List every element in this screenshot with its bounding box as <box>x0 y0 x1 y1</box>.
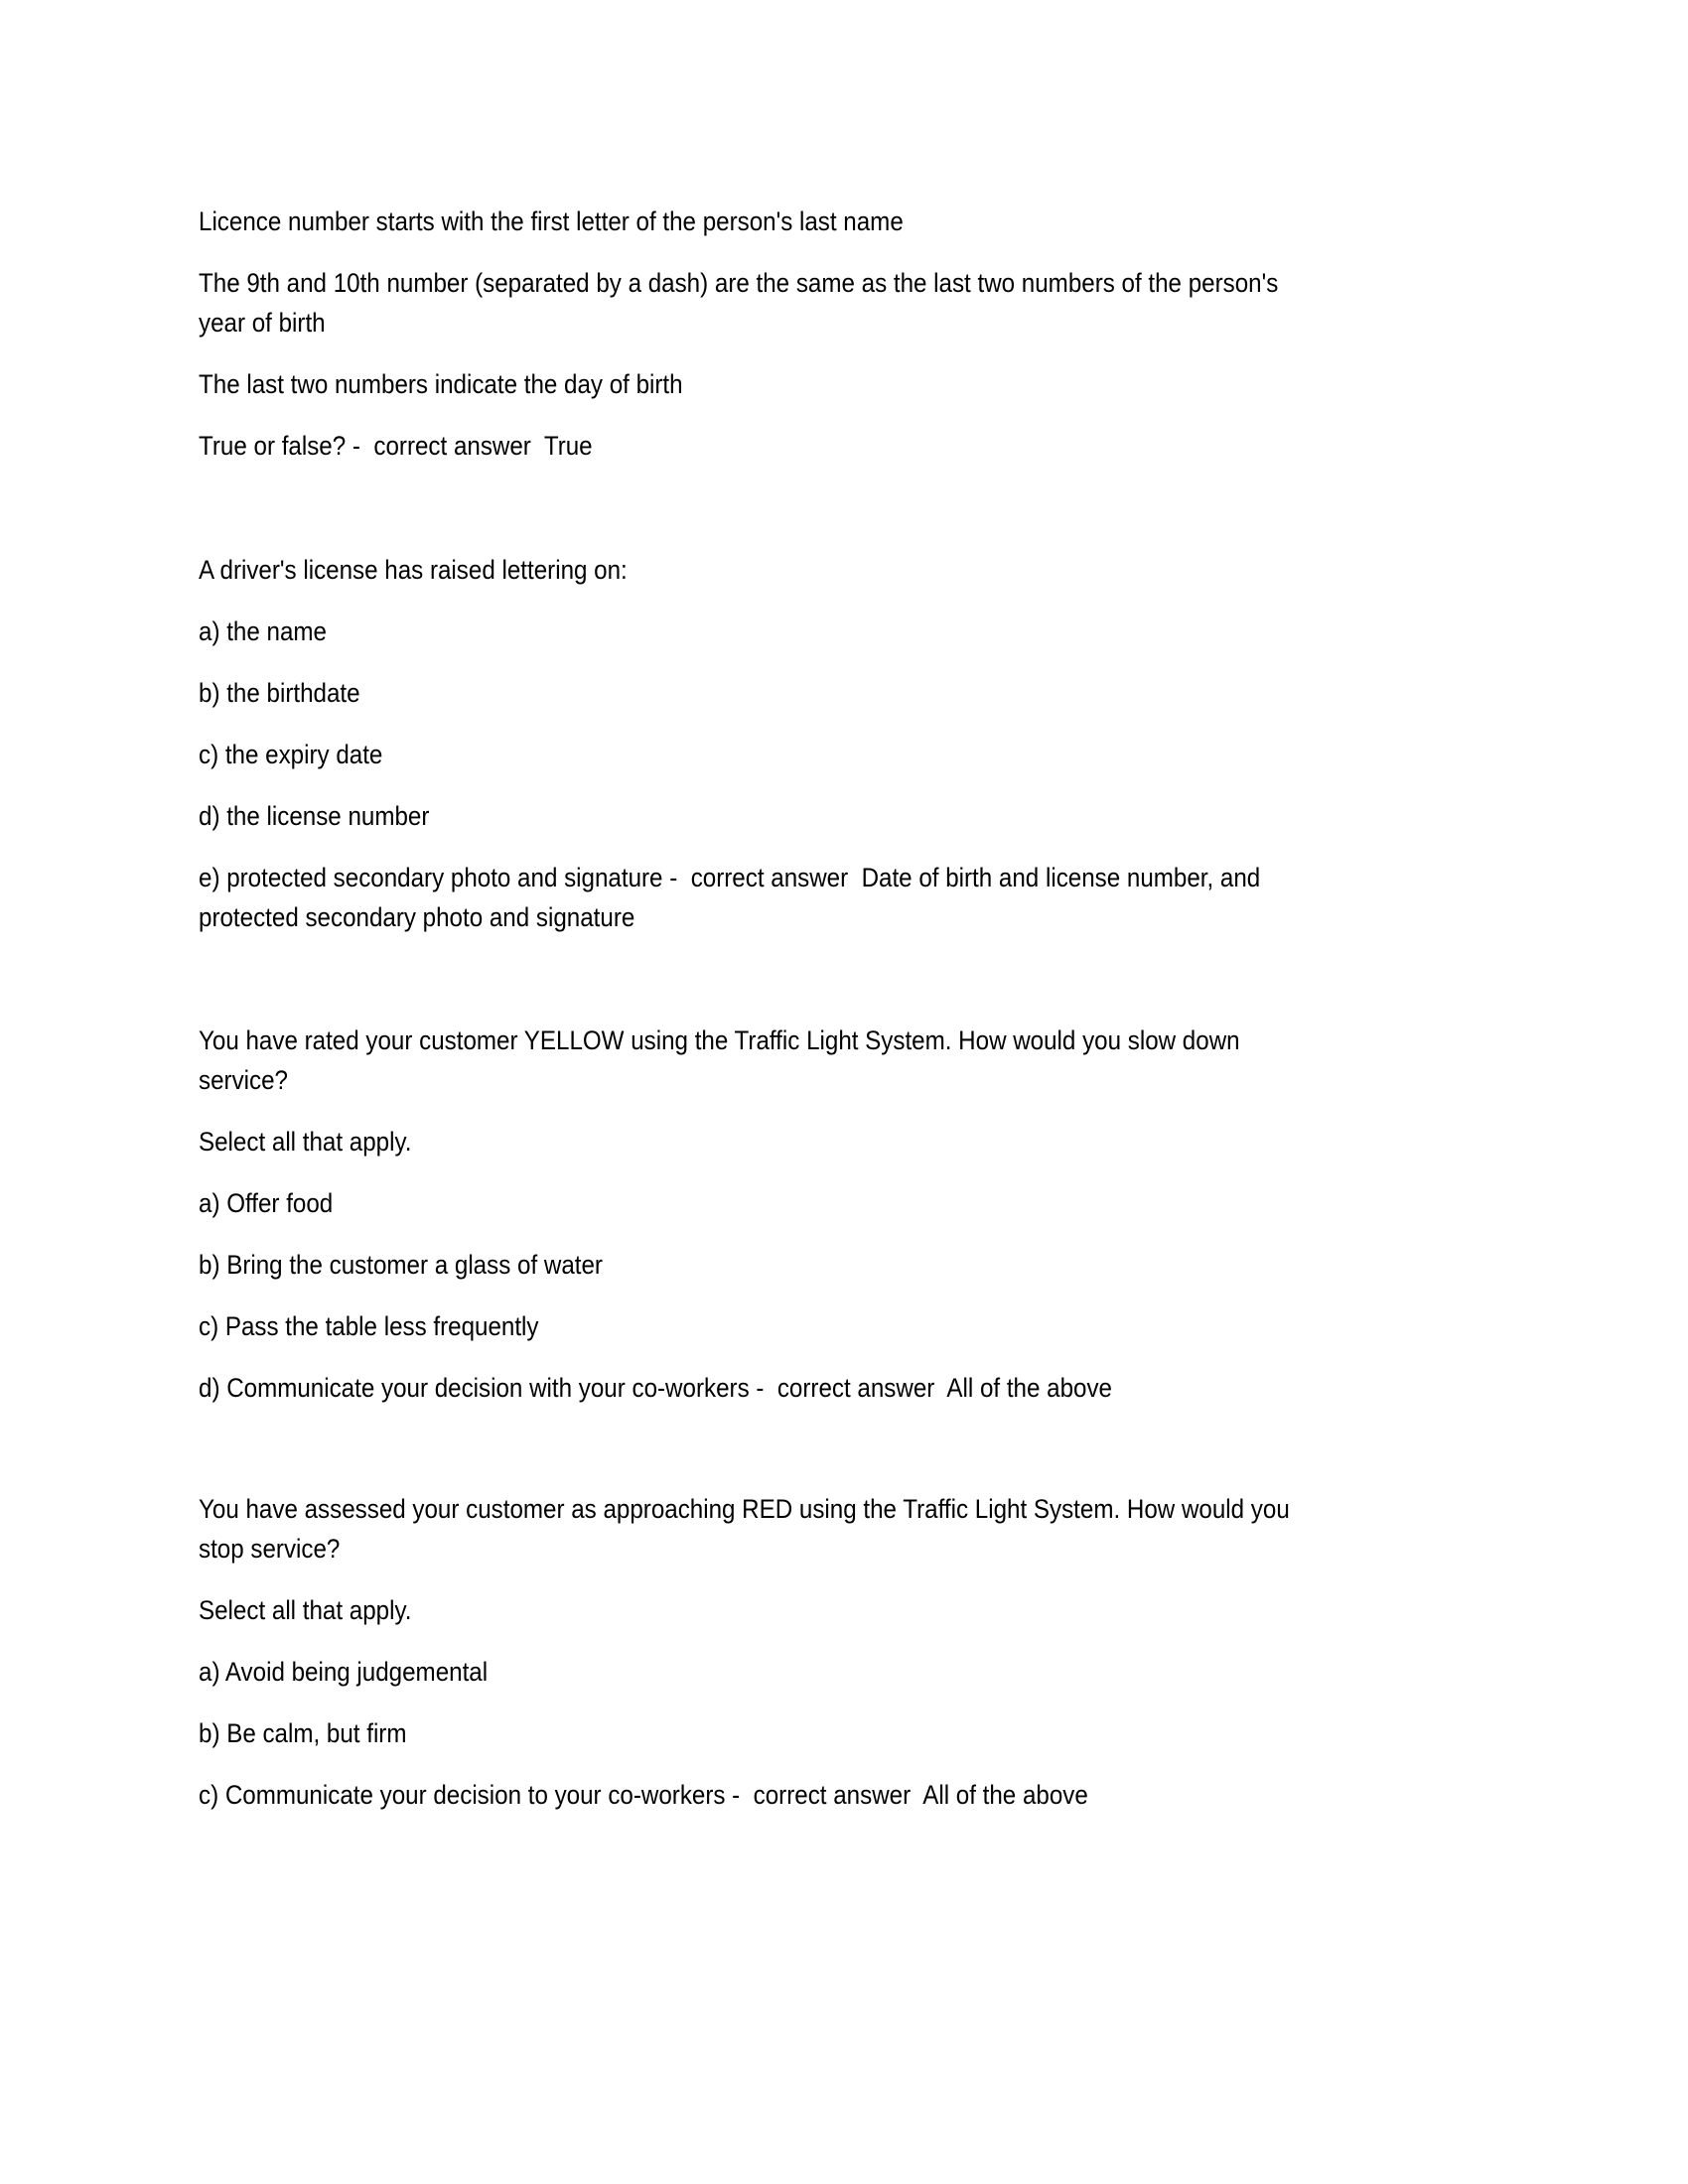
question-prompt-continued: service? <box>199 1065 288 1095</box>
question-prompt: You have assessed your customer as approaching RED using the Traffic Light System. How would you <box>199 1494 1290 1524</box>
option-b: b) Bring the customer a glass of water <box>199 1250 603 1280</box>
question-prompt: You have rated your customer YELLOW using the Traffic Light System. How would you slow down <box>199 1025 1240 1055</box>
option-b: b) the birthdate <box>199 678 360 708</box>
option-a: a) Avoid being judgemental <box>199 1657 489 1687</box>
option-b: b) Be calm, but firm <box>199 1718 407 1748</box>
statement-text: Licence number starts with the first letter of the person's last name <box>199 206 904 236</box>
answer-line-continued: protected secondary photo and signature <box>199 902 635 932</box>
option-a: a) the name <box>199 616 327 646</box>
option-e-answer-line: e) protected secondary photo and signature - correct answer Date of birth and license number, and <box>199 863 1261 892</box>
option-d-answer-line: d) Communicate your decision with your co-workers - correct answer All of the above <box>199 1373 1112 1403</box>
option-c: c) the expiry date <box>199 740 383 769</box>
statement-text-continued: year of birth <box>199 308 326 338</box>
question-prompt: A driver's license has raised lettering on: <box>199 555 628 585</box>
statement-text: The last two numbers indicate the day of birth <box>199 369 683 399</box>
option-a: a) Offer food <box>199 1188 334 1218</box>
question-prompt-continued: stop service? <box>199 1534 341 1564</box>
statement-text: The 9th and 10th number (separated by a dash) are the same as the last two numbers of the person's <box>199 268 1279 298</box>
option-d: d) the license number <box>199 801 430 831</box>
option-c-answer-line: c) Communicate your decision to your co-workers - correct answer All of the above <box>199 1780 1088 1810</box>
instruction-text: Select all that apply. <box>199 1127 412 1157</box>
instruction-text: Select all that apply. <box>199 1595 412 1625</box>
answer-line: True or false? - correct answer True <box>199 431 593 461</box>
option-c: c) Pass the table less frequently <box>199 1311 539 1341</box>
